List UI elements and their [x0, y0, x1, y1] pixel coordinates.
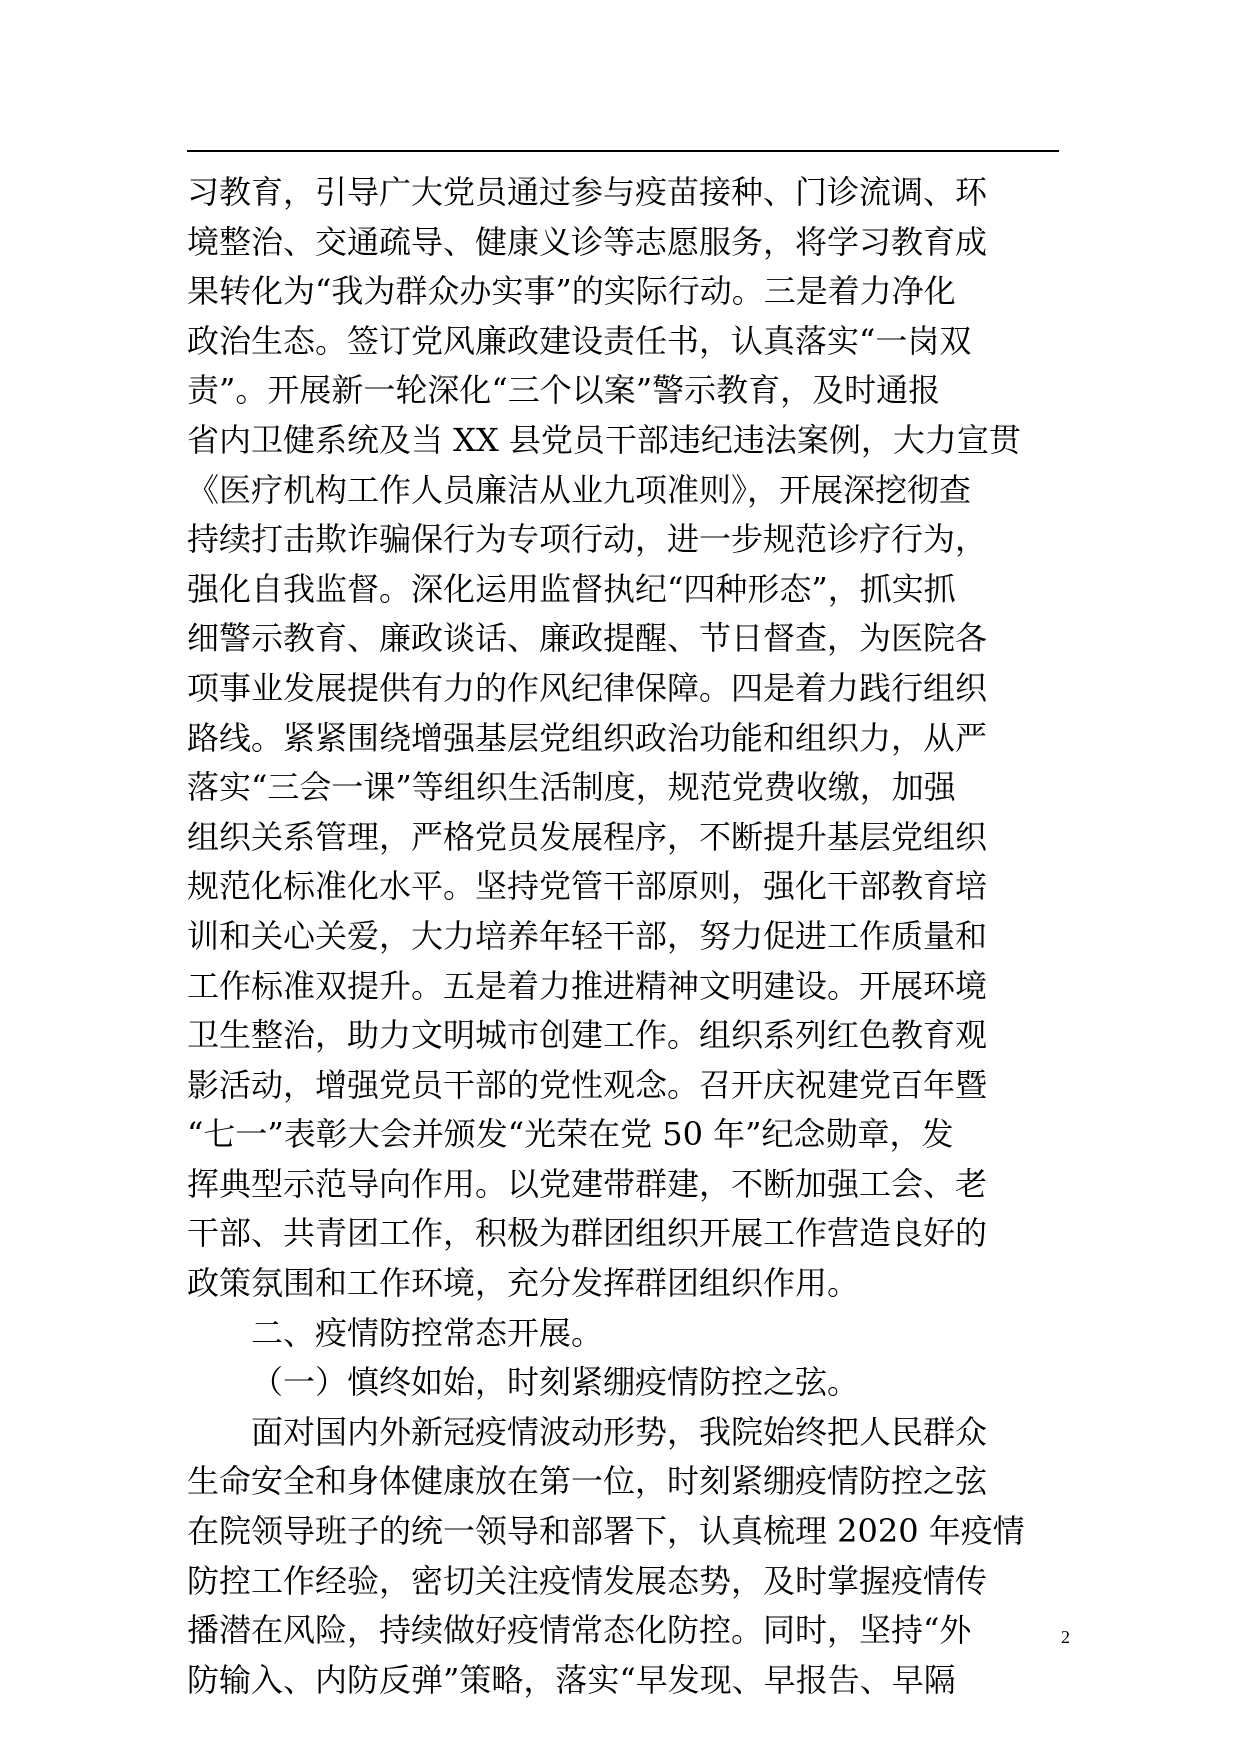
text-line: 卫生整治，助力文明城市创建工作。组织系列红色教育观: [187, 1016, 988, 1055]
text-line: 项事业发展提供有力的作风纪律保障。四是着力践行组织: [187, 668, 988, 707]
text-line: 播潜在风险，持续做好疫情常态化防控。同时，坚持“外: [187, 1611, 972, 1650]
text-line: 路线。紧紧围绕增强基层党组织政治功能和组织力，从严: [187, 718, 988, 757]
section-heading: 二、疫情防控常态开展。: [251, 1313, 604, 1352]
text-line: 生命安全和身体健康放在第一位，时刻紧绷疫情防控之弦: [187, 1462, 988, 1501]
text-line: 规范化标准化水平。坚持党管干部原则，强化干部教育培: [187, 867, 988, 906]
text-line: 责”。开展新一轮深化“三个以案”警示教育，及时通报: [187, 371, 941, 410]
text-line: 训和关心关爱，大力培养年轻干部，努力促进工作质量和: [187, 916, 988, 955]
subsection-heading: （一）慎终如始，时刻紧绷疫情防控之弦。: [251, 1363, 860, 1402]
text-line: 落实“三会一课”等组织生活制度，规范党费收缴，加强: [187, 768, 956, 807]
text-line: 影活动，增强党员干部的党性观念。召开庆祝建党百年暨: [187, 1065, 988, 1104]
text-line: 挥典型示范导向作用。以党建带群建，不断加强工会、老: [187, 1164, 988, 1203]
text-line: 防控工作经验，密切关注疫情发展态势，及时掌握疫情传: [187, 1561, 988, 1600]
text-line: 习教育，引导广大党员通过参与疫苗接种、门诊流调、环: [187, 173, 988, 211]
text-line: 《医疗机构工作人员廉洁从业九项准则》，开展深挖彻查: [187, 470, 972, 509]
text-line: 防输入、内防反弹”策略，落实“早发现、早报告、早隔: [187, 1660, 956, 1699]
text-line: 政策氛围和工作环境，充分发挥群团组织作用。: [187, 1264, 860, 1303]
text-line: 工作标准双提升。五是着力推进精神文明建设。开展环境: [187, 966, 988, 1005]
body-text: [187, 168, 1067, 1705]
text-line: 境整治、交通疏导、健康义诊等志愿服务，将学习教育成: [187, 222, 988, 261]
text-line: 细警示教育、廉政谈话、廉政提醒、节日督查，为医院各: [187, 619, 988, 658]
page-number: 2: [1061, 1627, 1070, 1647]
text-line: 持续打击欺诈骗保行为专项行动，进一步规范诊疗行为，: [187, 520, 988, 559]
text-line: 组织关系管理，严格党员发展程序，不断提升基层党组织: [187, 817, 988, 856]
text-line: 在院领导班子的统一领导和部署下，认真梳理 2020 年疫情: [187, 1512, 1025, 1551]
text-line: 省内卫健系统及当 XX 县党员干部违纪违法案例，大力宣贯: [187, 420, 1021, 459]
text-line: 强化自我监督。深化运用监督执纪“四种形态”，抓实抓: [187, 569, 956, 608]
text-line: 干部、共青团工作，积极为群团组织开展工作营造良好的: [187, 1214, 988, 1253]
text-line: 政治生态。签订党风廉政建设责任书，认真落实“一岗双: [187, 321, 972, 360]
text-line: “七一”表彰大会并颁发“光荣在党 50 年”纪念勋章，发: [187, 1115, 954, 1154]
paragraph-first-line: 面对国内外新冠疫情波动形势，我院始终把人民群众: [251, 1412, 988, 1451]
header-rule: [187, 150, 1059, 152]
text-line: 果转化为“我为群众办实事”的实际行动。三是着力净化: [187, 272, 956, 311]
